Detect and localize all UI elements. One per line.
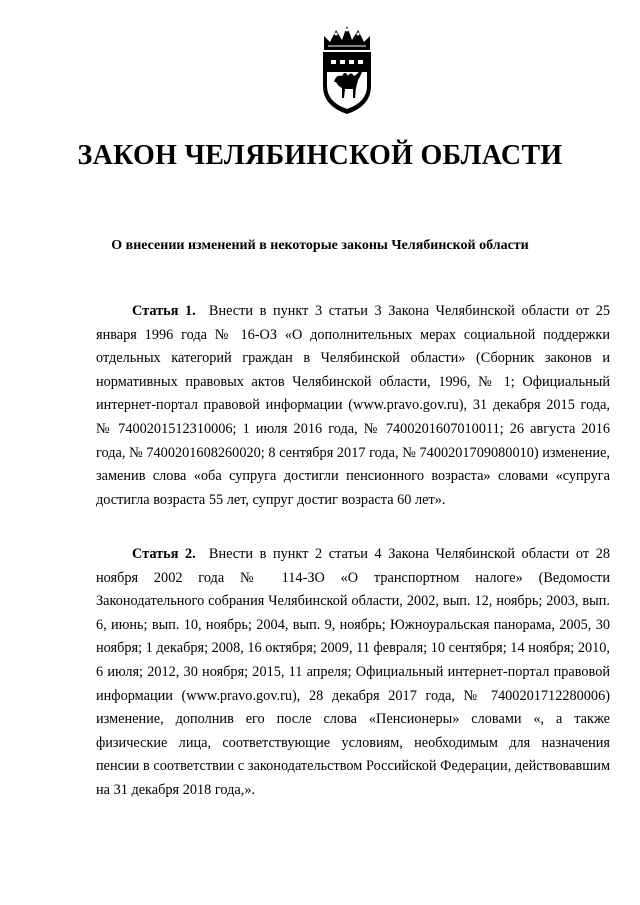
article-1-text: Внести в пункт 3 статьи 3 Закона Челябинской области от 25 января 1996 года № 16-ОЗ «О дополнительных мерах социальной поддержки отдельных категорий граждан в Челябинской области» (Сборник законов и нормативных правовых актов Челябинской области, 1996, № 1; Официальный интернет-портал правовой информации (www.pravo.gov.ru), 31 декабря 2015 года, № 7400201512310006; 1 июля 2016 года, № 7400201607010011; 26 августа 2016 года, № 7400201608260020; 8 сентября 2017 года, № 7400201709080010) изменение, заменив слова «оба супруга достигли пенсионного возраста» словами «супруга достигла возраста 55 лет, супруг достиг возраста 60 лет».: [96, 303, 611, 508]
article-2-text: Внести в пункт 2 статьи 4 Закона Челябинской области от 28 ноября 2002 года № 114-ЗО «О транспортном налоге» (Ведомости Законодательного собрания Челябинской области, 2002, вып. 12, ноябрь; 2003, вып. 6, июнь; вып. 10, ноябрь; 2004, вып. 9, ноябрь; Южноуральская панорама, 2005, 30 ноября; 1 декабря; 2008, 16 октября; 2009, 11 февраля; 10 сентября; 14 ноября; 2010, 6 июля; 2012, 30 ноября; 2015, 11 апреля; Официальный интернет-портал правовой информации (www.pravo.gov.ru), 28 декабря 2017 года, № 7400201712280006) изменение, дополнив его после слова «Пенсионеры» словами «, а также физические лица, соответствующие условиям, необходимым для назначения пенсии в соответствии с законодательством Российской Федерации, действовавшим на 31 декабря 2018 года,».: [96, 546, 611, 798]
law-subtitle: О внесении изменений в некоторые законы Челябинской области: [111, 238, 529, 253]
law-title: ЗАКОН ЧЕЛЯБИНСКОЙ ОБЛАСТИ: [77, 140, 563, 171]
article-1-label: Статья 1.: [132, 303, 196, 319]
article-2-label: Статья 2.: [132, 546, 196, 562]
article-1: [96, 300, 610, 512]
chelyabinsk-coat-of-arms-icon: [316, 24, 378, 116]
article-2: [96, 543, 610, 803]
